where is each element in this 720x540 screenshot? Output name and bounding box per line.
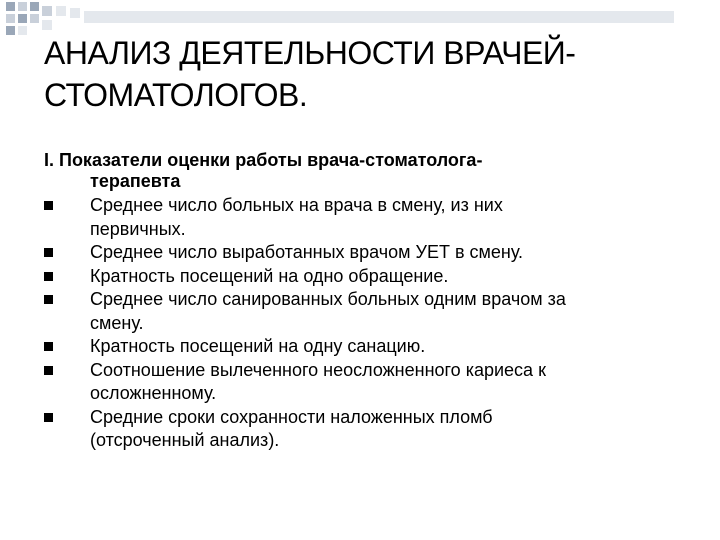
slide-title bbox=[44, 32, 684, 116]
square-bullet-icon bbox=[44, 295, 53, 304]
section-heading-line-1: I. Показатели оценки работы врача-стоматолога- bbox=[44, 150, 483, 170]
list-item bbox=[44, 359, 684, 406]
list-item bbox=[44, 241, 684, 265]
list-item bbox=[44, 265, 684, 289]
square-bullet-icon bbox=[44, 342, 53, 351]
list-item-line: (отсроченный анализ). bbox=[90, 430, 280, 450]
decorative-square bbox=[42, 20, 52, 30]
decorative-square bbox=[56, 6, 66, 16]
list-item-line: первичных. bbox=[90, 218, 186, 239]
square-bullet-icon bbox=[44, 366, 53, 375]
decorative-square bbox=[42, 6, 52, 16]
decorative-square bbox=[6, 14, 15, 23]
list-item bbox=[44, 194, 684, 241]
list-item-line: Среднее число санированных больных одним врачом за bbox=[90, 289, 566, 309]
square-bullet-icon bbox=[44, 272, 53, 281]
list-item bbox=[44, 406, 684, 453]
slide-body bbox=[44, 150, 684, 453]
square-bullet-icon bbox=[44, 413, 53, 422]
list-item-line: осложненному. bbox=[90, 383, 217, 403]
decorative-square bbox=[70, 8, 80, 18]
decorative-square bbox=[30, 14, 39, 23]
list-item-line: смену. bbox=[90, 312, 144, 333]
decorative-bar bbox=[84, 11, 674, 23]
decorative-square bbox=[18, 2, 27, 11]
list-item-line: Кратность посещений на одну санацию. bbox=[90, 336, 426, 356]
title-line-1: АНАЛИЗ ДЕЯТЕЛЬНОСТИ ВРАЧЕЙ- bbox=[44, 35, 576, 71]
decorative-square bbox=[18, 14, 27, 23]
title-line-2: СТОМАТОЛОГОВ. bbox=[44, 77, 308, 113]
decorative-square bbox=[6, 2, 15, 11]
list-item-line: Среднее число больных на врача в смену, из них bbox=[90, 195, 503, 215]
section-heading-line-2: терапевта bbox=[90, 171, 181, 191]
list-item-line: Кратность посещений на одно обращение. bbox=[90, 265, 449, 286]
list-item bbox=[44, 288, 684, 335]
square-bullet-icon bbox=[44, 201, 53, 210]
list-item-line: Соотношение вылеченного неосложненного кариеса к bbox=[90, 359, 546, 380]
list-item-line: Среднее число выработанных врачом УЕТ в смену. bbox=[90, 242, 524, 262]
list-item bbox=[44, 335, 684, 359]
decorative-square bbox=[6, 26, 15, 35]
decorative-square bbox=[30, 2, 39, 11]
list-item-line: Средние сроки сохранности наложенных пломб bbox=[90, 406, 493, 427]
section-heading bbox=[44, 150, 684, 192]
square-bullet-icon bbox=[44, 248, 53, 257]
indicator-list bbox=[44, 194, 684, 453]
decorative-square bbox=[18, 26, 27, 35]
